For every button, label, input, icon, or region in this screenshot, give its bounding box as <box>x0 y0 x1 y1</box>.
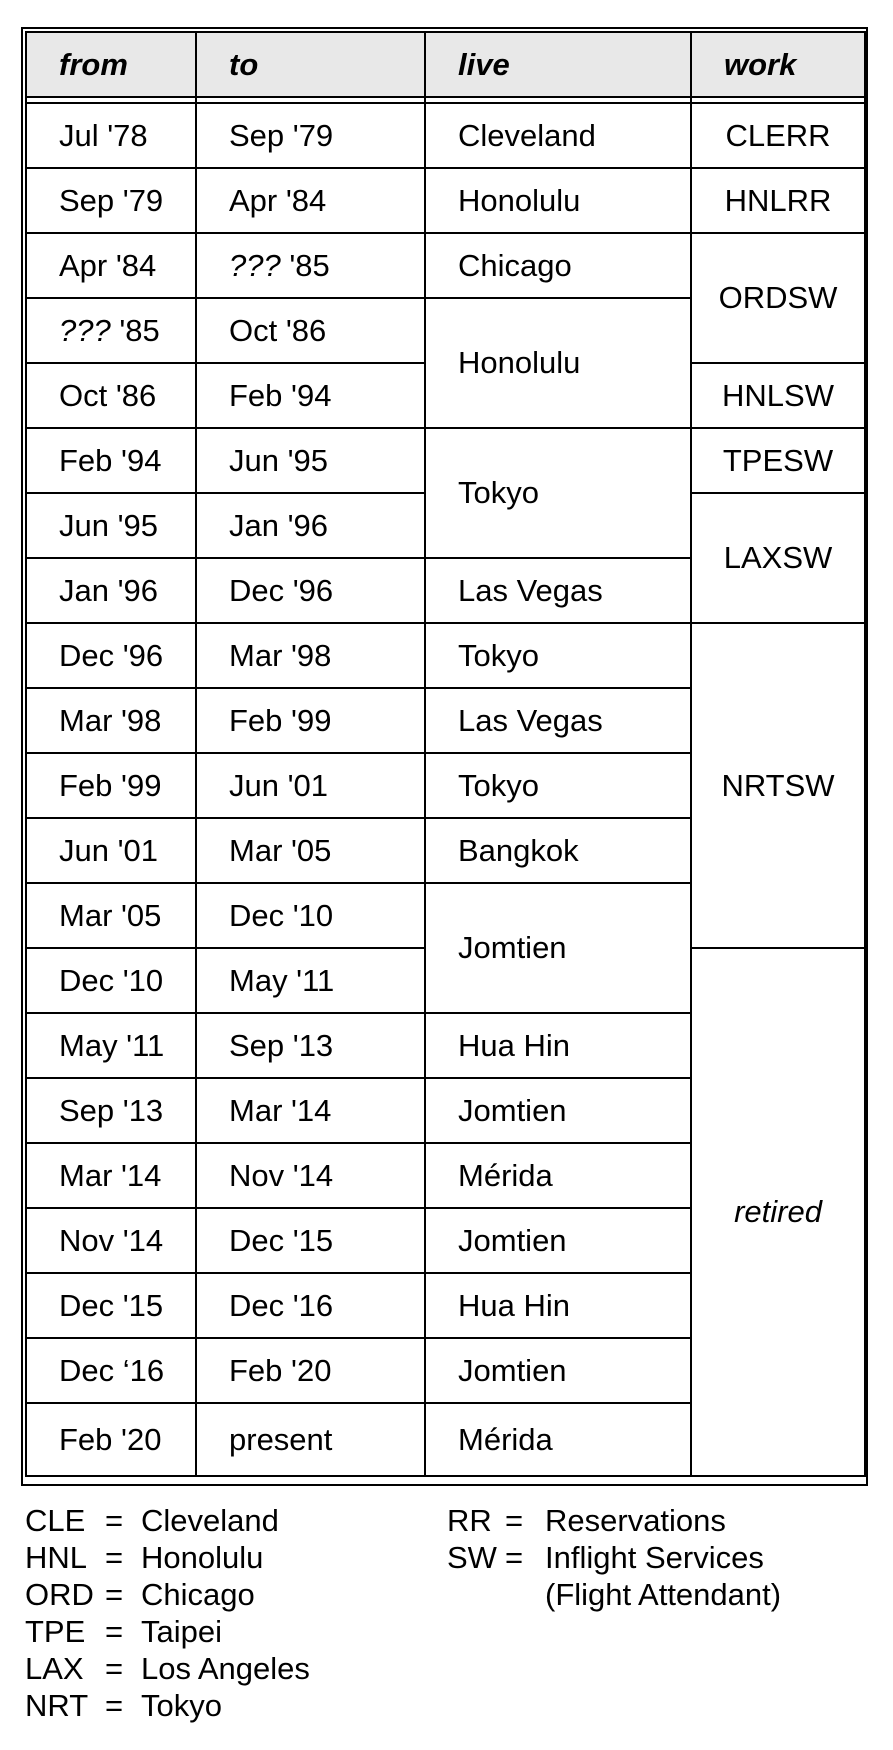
cell-live: Jomtien <box>425 1078 691 1143</box>
cell-live: Hua Hin <box>425 1013 691 1078</box>
cell-live: Cleveland <box>425 103 691 168</box>
cell-from: Feb '94 <box>26 428 196 493</box>
legend-equals: = <box>105 1577 124 1612</box>
cell-from: Dec '96 <box>26 623 196 688</box>
cell-from: Feb '99 <box>26 753 196 818</box>
legend-item <box>25 1650 310 1687</box>
cell-from: Jul '78 <box>26 103 196 168</box>
header-work: work <box>691 32 865 97</box>
legend-equals: = <box>105 1503 124 1538</box>
cell-to: Sep '79 <box>196 103 425 168</box>
table-row <box>26 103 865 168</box>
cell-from: Mar '98 <box>26 688 196 753</box>
cell-to: Mar '05 <box>196 818 425 883</box>
legend-code: NRT <box>25 1688 89 1723</box>
year-text: '85 <box>110 312 160 348</box>
cell-to: May '11 <box>196 948 425 1013</box>
cell-from: Mar '05 <box>26 883 196 948</box>
cell-live: Las Vegas <box>425 688 691 753</box>
cell-to: Mar '98 <box>196 623 425 688</box>
legend-code: CLE <box>25 1503 86 1538</box>
airport-code-legend <box>25 1502 310 1724</box>
cell-to: Sep '13 <box>196 1013 425 1078</box>
cell-to: Feb '99 <box>196 688 425 753</box>
legend-name: Cleveland <box>141 1503 279 1538</box>
legend-equals: = <box>105 1688 124 1723</box>
cell-to: Apr '84 <box>196 168 425 233</box>
legend-item <box>447 1502 781 1539</box>
cell-live: Chicago <box>425 233 691 298</box>
cell-to: Oct '86 <box>196 298 425 363</box>
table-row <box>26 233 865 298</box>
cell-live: Jomtien <box>425 883 691 1013</box>
legend-item <box>25 1539 310 1576</box>
residence-work-table <box>25 31 866 1477</box>
cell-to: Jun '95 <box>196 428 425 493</box>
cell-live: Jomtien <box>425 1338 691 1403</box>
legend-item <box>25 1502 310 1539</box>
legend-code: HNL <box>25 1540 88 1575</box>
legend-name: Tokyo <box>141 1688 222 1723</box>
cell-to: Dec '96 <box>196 558 425 623</box>
legend-equals: = <box>105 1540 124 1575</box>
legend-name: Honolulu <box>141 1540 264 1575</box>
cell-live: Tokyo <box>425 428 691 558</box>
legend-name: Los Angeles <box>141 1651 310 1686</box>
legend-code: RR <box>447 1503 492 1538</box>
legend-code: TPE <box>25 1614 86 1649</box>
cell-to: Dec '15 <box>196 1208 425 1273</box>
cell-live: Las Vegas <box>425 558 691 623</box>
cell-work: retired <box>691 948 865 1476</box>
cell-live: Mérida <box>425 1143 691 1208</box>
cell-from: Sep '13 <box>26 1078 196 1143</box>
legend-name: Taipei <box>141 1614 222 1649</box>
year-text: '85 <box>280 247 330 283</box>
legend-name: Inflight Services <box>545 1540 764 1575</box>
cell-live: Tokyo <box>425 623 691 688</box>
cell-from: Mar '14 <box>26 1143 196 1208</box>
legend-item <box>447 1539 781 1576</box>
header-live: live <box>425 32 691 97</box>
cell-to: present <box>196 1403 425 1476</box>
cell-from: Feb '20 <box>26 1403 196 1476</box>
cell-live: Mérida <box>425 1403 691 1476</box>
cell-from: Sep '79 <box>26 168 196 233</box>
cell-to: Feb '20 <box>196 1338 425 1403</box>
legend-code: LAX <box>25 1651 84 1686</box>
cell-live: Honolulu <box>425 298 691 428</box>
header-from: from <box>26 32 196 97</box>
cell-live: Hua Hin <box>425 1273 691 1338</box>
legend-equals: = <box>105 1614 124 1649</box>
legend-equals: = <box>105 1651 124 1686</box>
cell-from: Oct '86 <box>26 363 196 428</box>
cell-work: TPESW <box>691 428 865 493</box>
legend-item <box>25 1613 310 1650</box>
cell-work: LAXSW <box>691 493 865 623</box>
cell-work: NRTSW <box>691 623 865 948</box>
legend-code: SW <box>447 1540 497 1575</box>
legend-equals: = <box>505 1540 524 1575</box>
cell-work: HNLRR <box>691 168 865 233</box>
cell-from: Dec ‘16 <box>26 1338 196 1403</box>
legend-code <box>447 1576 505 1613</box>
cell-live: Honolulu <box>425 168 691 233</box>
cell-to: Jun '01 <box>196 753 425 818</box>
legend-name: (Flight Attendant) <box>545 1577 782 1612</box>
legend-item <box>447 1576 781 1613</box>
legend-name: Reservations <box>545 1503 726 1538</box>
cell-from <box>26 298 196 363</box>
cell-live: Tokyo <box>425 753 691 818</box>
legend-equals <box>505 1576 545 1613</box>
cell-from: May '11 <box>26 1013 196 1078</box>
cell-from: Apr '84 <box>26 233 196 298</box>
cell-to <box>196 233 425 298</box>
cell-from: Jan '96 <box>26 558 196 623</box>
cell-live: Bangkok <box>425 818 691 883</box>
cell-to: Mar '14 <box>196 1078 425 1143</box>
legend-equals: = <box>505 1503 524 1538</box>
table-row <box>26 168 865 233</box>
unknown-month: ??? <box>59 312 111 348</box>
legend-item <box>25 1576 310 1613</box>
cell-to: Feb '94 <box>196 363 425 428</box>
job-code-legend <box>447 1502 781 1613</box>
cell-to: Jan '96 <box>196 493 425 558</box>
legend-code: ORD <box>25 1577 94 1612</box>
cell-work: CLERR <box>691 103 865 168</box>
unknown-month: ??? <box>229 247 281 283</box>
cell-to: Nov '14 <box>196 1143 425 1208</box>
legend-item <box>25 1687 310 1724</box>
cell-live: Jomtien <box>425 1208 691 1273</box>
table-row <box>26 623 865 688</box>
cell-from: Dec '15 <box>26 1273 196 1338</box>
header-row <box>26 32 865 97</box>
cell-to: Dec '10 <box>196 883 425 948</box>
cell-from: Nov '14 <box>26 1208 196 1273</box>
legend-name: Chicago <box>141 1577 255 1612</box>
cell-from: Jun '01 <box>26 818 196 883</box>
table-row <box>26 428 865 493</box>
cell-from: Jun '95 <box>26 493 196 558</box>
cell-from: Dec '10 <box>26 948 196 1013</box>
cell-work: HNLSW <box>691 363 865 428</box>
cell-work: ORDSW <box>691 233 865 363</box>
header-to: to <box>196 32 425 97</box>
cell-to: Dec '16 <box>196 1273 425 1338</box>
